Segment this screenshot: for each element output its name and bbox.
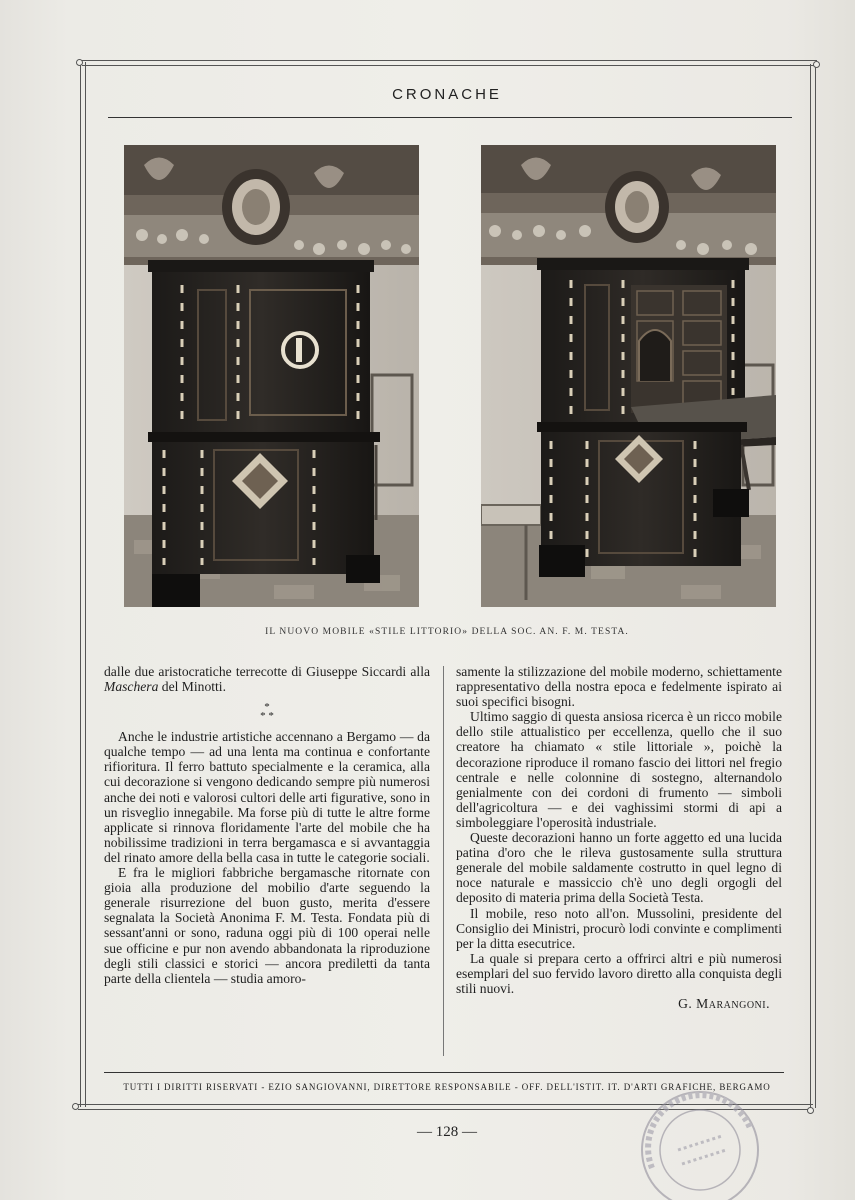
footer-rule: [104, 1072, 784, 1073]
column-divider: [443, 666, 444, 1056]
paragraph: dalle due aristocratiche terrecotte di Giuseppe Siccardi alla Maschera del Minotti.: [104, 664, 430, 695]
frame-left-rule: [80, 62, 86, 1107]
cabinet-closed-illustration: [124, 145, 419, 607]
paragraph: La quale si prepara certo a offrirci altri e più numerosi esemplari del suo fervido lavoro diretto alla conquista degli stili nuovi.: [456, 950, 782, 996]
paragraph: E fra le migliori fabbriche bergamasche ritornate con gioia alla produzione del mobilio d'arte seguendo la generale risurrezione del buon gusto, merita d'essere segnalata la Società Anonima F. M. Testa. Fondata più di sessant'anni or sono, raduna oggi più di 100 operai nelle sue officine e pur non avendo abbandonata la riproduzione degli stili classici e storici — ancora prediletti da tanta parte della clientela — studia amoro-: [104, 865, 430, 986]
figure-caption: IL NUOVO MOBILE «STILE LITTORIO» DELLA SOC. AN. F. M. TESTA.: [265, 627, 629, 637]
paragraph: Queste decorazioni hanno un forte aggetto ed una lucida patina d'oro che le rileva gustosamente sulla struttura generale del mobile saldamente costrutto in quel legno di noce naturale e massiccio ch'è uno degli orgogli del deposito di materia prima della Società Testa.: [456, 830, 782, 906]
article-column-right: [456, 664, 782, 1011]
frame-corner-ornament: [72, 1103, 79, 1110]
paragraph: Ultimo saggio di questa ansiosa ricerca è un ricco mobile dello stile attualistico per eccellenza, quello che il suo creatore ha chiamato « stile littoriale », poichè la decorazione riproduce il romano fascio dei littori nel fregio centrale e nelle colonnine di sostegno, alternandolo genialmente con dei cordoni di frumento — simboli dell'agricoltura — e dei vaghissimi stormi di api a simboleggiare l'operosità industriale.: [456, 709, 782, 830]
article-column-left: [104, 664, 430, 986]
paragraph: Anche le industrie artistiche accennano a Bergamo — da qualche tempo — ad una lenta ma continua e confortante rifioritura. Il ferro battuto specialmente e la ceramica, alla cui decorazione si vengono dedicando sempre più numerosi anche dei noti e valorosi cultori delle arti figurative, sono in un risveglio innegabile. Ma forse più di tutte le altre forme applicate si rinnova floridamente l'arte del mobile che ha nobilissime tradizioni in terra bergamasca e si avvantaggia del rinato amore della bella casa in tutte le categorie sociali.: [104, 729, 430, 865]
paragraph: samente la stilizzazione del mobile moderno, schiettamente rappresentativo della nostra epoca e fedelmente ispirato ai suoi specifici bisogni.: [456, 664, 782, 710]
frame-corner-ornament: [807, 1107, 814, 1114]
frame-right-rule: [810, 64, 816, 1108]
footer-credits: TUTTI I DIRITTI RISERVATI - EZIO SANGIOVANNI, DIRETTORE RESPONSABILE - OFF. DELL'ISTIT. IT. D'ARTI GRAFICHE, BERGAMO: [123, 1082, 771, 1092]
frame-corner-ornament: [76, 59, 83, 66]
library-stamp-icon: [622, 1088, 772, 1200]
cabinet-open-illustration: [481, 145, 776, 607]
author-signature: G. Marangoni.: [678, 996, 770, 1012]
asterism: * * *: [260, 701, 274, 723]
frame-top-rule: [82, 60, 817, 66]
cabinet-closed-photo: [124, 145, 419, 607]
frame-corner-ornament: [813, 61, 820, 68]
cabinet-open-with-writing-desk-photo: [481, 145, 776, 607]
paragraph: Il mobile, reso noto all'on. Mussolini, presidente del Consiglio dei Ministri, procurò lodi convinte e complimenti per la ditta esecutrice.: [456, 905, 782, 951]
header-rule: [108, 117, 792, 118]
page-number: — 128 —: [417, 1124, 477, 1140]
running-head: CRONACHE: [392, 86, 502, 103]
